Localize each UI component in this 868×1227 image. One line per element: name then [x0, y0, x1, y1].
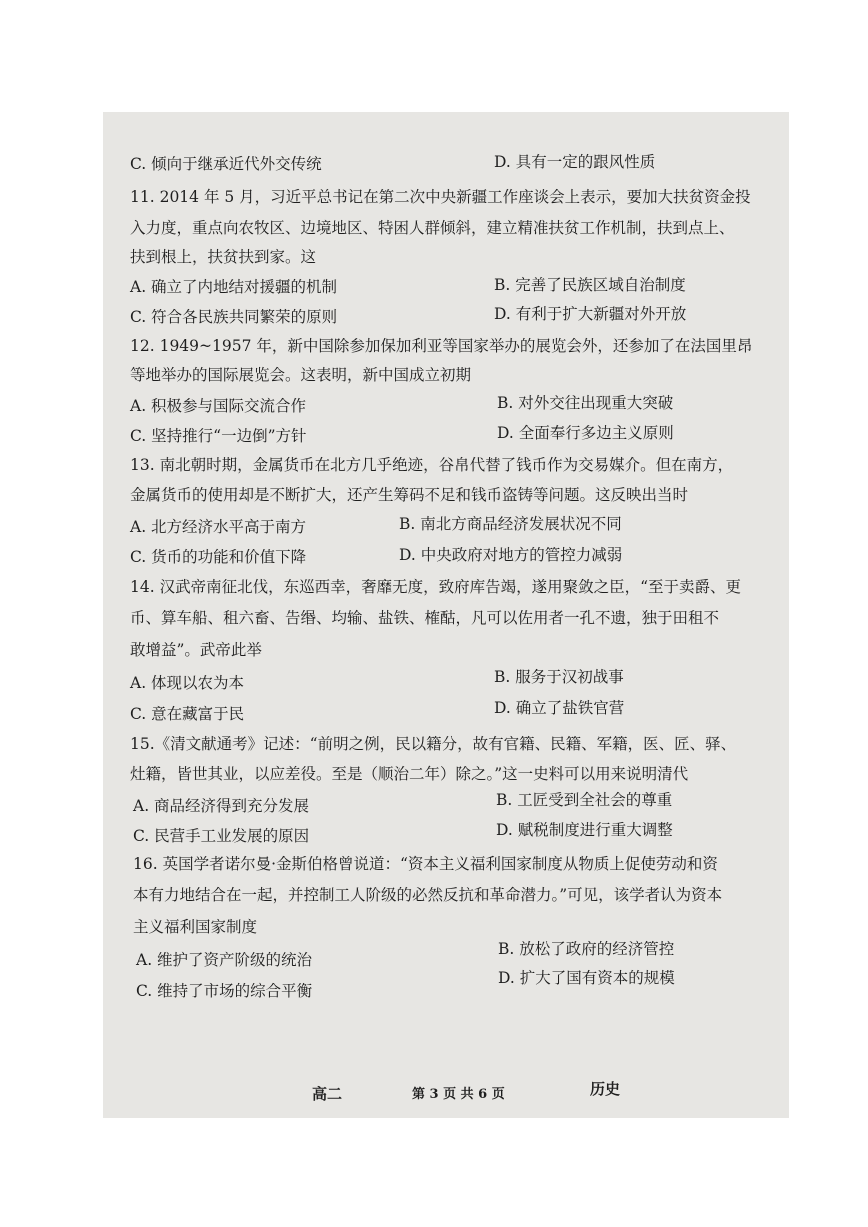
q16-option-c: C. 维持了市场的综合平衡: [136, 982, 313, 1000]
q14-stem-line1: 14. 汉武帝南征北伐，东巡西幸，奢靡无度，致府库告竭，遂用聚敛之臣，“至于卖爵、更: [130, 578, 742, 596]
q16-stem-line2: 本有力地结合在一起，并控制工人阶级的必然反抗和革命潜力。”可见，该学者认为资本: [133, 886, 723, 904]
q15-option-a: A. 商品经济得到充分发展: [133, 797, 310, 815]
q14-option-c: C. 意在藏富于民: [130, 705, 245, 723]
q10-option-c: C. 倾向于继承近代外交传统: [130, 155, 322, 173]
footer-subject: 历史: [590, 1080, 621, 1098]
q11-stem-line2: 入力度，重点向农牧区、边境地区、特困人群倾斜，建立精准扶贫工作机制，扶到点上、: [130, 219, 735, 237]
q15-stem-line2: 灶籍，皆世其业，以应差役。至是（顺治二年）除之。”这一史料可以用来说明清代: [130, 765, 689, 783]
q16-option-a: A. 维护了资产阶级的统治: [136, 951, 313, 969]
q12-option-a: A. 积极参与国际交流合作: [130, 397, 307, 415]
q14-stem-line3: 敢增益”。武帝此举: [130, 641, 262, 659]
q11-stem-line3: 扶到根上，扶贫扶到家。这: [130, 248, 317, 266]
q13-stem-line2: 金属货币的使用却是不断扩大，还产生筹码不足和钱币盗铸等问题。这反映出当时: [130, 486, 689, 504]
q14-option-a: A. 体现以农为本: [130, 674, 245, 692]
q16-option-b: B. 放松了政府的经济管控: [498, 940, 675, 958]
q14-option-d: D. 确立了盐铁官营: [494, 699, 625, 717]
q12-stem-line2: 等地举办的国际展览会。这表明，新中国成立初期: [130, 366, 472, 384]
q16-option-d: D. 扩大了国有资本的规模: [498, 969, 675, 987]
q15-option-d: D. 赋税制度进行重大调整: [496, 821, 673, 839]
footer-page-number: 第 3 页 共 6 页: [412, 1087, 505, 1102]
footer-grade: 高二: [312, 1085, 343, 1103]
q11-option-c: C. 符合各民族共同繁荣的原则: [130, 308, 338, 326]
q13-option-d: D. 中央政府对地方的管控力减弱: [399, 546, 623, 564]
q15-stem-line1: 15.《清文献通考》记述：“前明之例，民以籍分，故有官籍、民籍、军籍，医、匠、驿、: [130, 735, 737, 753]
q12-option-d: D. 全面奉行多边主义原则: [497, 424, 674, 442]
q16-stem-line3: 主义福利国家制度: [133, 918, 258, 936]
q14-option-b: B. 服务于汉初战事: [494, 668, 624, 686]
q13-option-c: C. 货币的功能和价值下降: [130, 548, 307, 566]
q12-option-c: C. 坚持推行“一边倒”方针: [130, 427, 307, 445]
q15-option-c: C. 民营手工业发展的原因: [133, 827, 310, 845]
q15-option-b: B. 工匠受到全社会的尊重: [496, 791, 673, 809]
q11-option-b: B. 完善了民族区域自治制度: [494, 276, 686, 294]
q13-option-a: A. 北方经济水平高于南方: [130, 518, 307, 536]
q11-option-a: A. 确立了内地结对援疆的机制: [130, 278, 338, 296]
q13-option-b: B. 南北方商品经济发展状况不同: [399, 515, 622, 533]
q16-stem-line1: 16. 英国学者诺尔曼·金斯伯格曾说道：“资本主义福利国家制度从物质上促使劳动和资: [133, 855, 718, 873]
q14-stem-line2: 币、算车船、租六畜、告缗、均输、盐铁、榷酤，凡可以佐用者一孔不遗，独于田租不: [130, 609, 720, 627]
q10-option-d: D. 具有一定的跟风性质: [494, 153, 656, 171]
q12-stem-line1: 12. 1949~1957 年，新中国除参加保加利亚等国家举办的展览会外，还参加了在法国里昂: [130, 337, 753, 355]
q12-option-b: B. 对外交往出现重大突破: [497, 394, 674, 412]
q11-stem-line1: 11. 2014 年 5 月，习近平总书记在第二次中央新疆工作座谈会上表示，要加大扶贫资金投: [130, 188, 751, 206]
q13-stem-line1: 13. 南北朝时期，金属货币在北方几乎绝迹，谷帛代替了钱币作为交易媒介。但在南方，: [130, 456, 734, 474]
q11-option-d: D. 有利于扩大新疆对外开放: [494, 305, 687, 323]
